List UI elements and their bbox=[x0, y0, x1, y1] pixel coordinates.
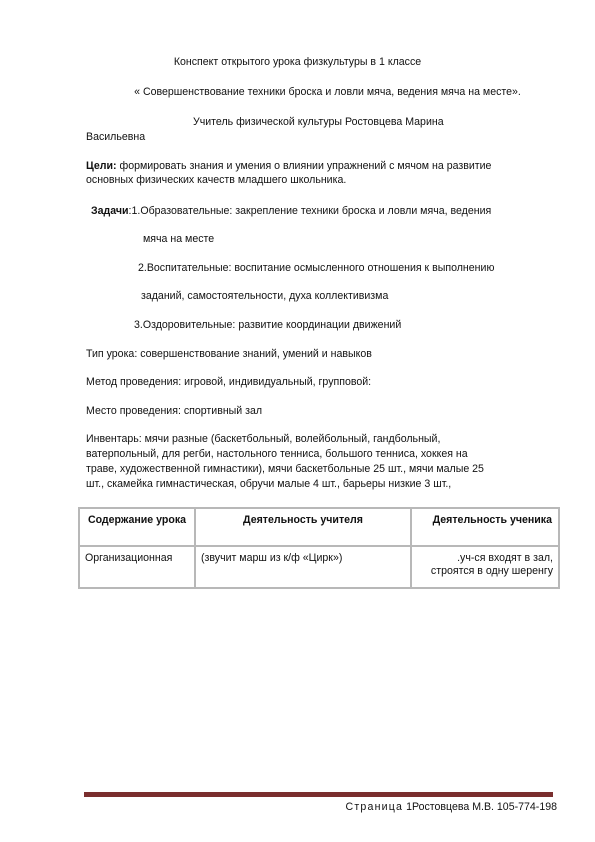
inventory-line: ватерпольный, для регби, настольного тенниса, большого тенниса, хоккея на bbox=[86, 448, 468, 460]
page-number: 1 bbox=[406, 801, 412, 813]
table-cell-teacher: (звучит марш из к/ф «Цирк») bbox=[195, 546, 411, 588]
footer-rule bbox=[84, 792, 553, 797]
goals-text: формировать знания и умения о влиянии упражнений с мячом на развитие bbox=[116, 160, 492, 172]
goals-label: Цели: bbox=[86, 160, 117, 172]
tasks-item-1-continued: мяча на месте bbox=[143, 233, 215, 245]
inventory-line: Инвентарь: мячи разные (баскетбольный, волейбольный, гандбольный, bbox=[86, 433, 441, 445]
lesson-place: Место проведения: спортивный зал bbox=[86, 405, 263, 417]
page-footer bbox=[345, 801, 557, 814]
lesson-topic: « Совершенствование техники броска и ловли мяча, ведения мяча на месте». bbox=[134, 86, 521, 98]
table-cell-content: Организационная bbox=[79, 546, 195, 588]
column-header-content: Содержание урока bbox=[79, 508, 195, 546]
table-cell-student: .уч-ся входят в зал, строятся в одну шеренгу bbox=[411, 546, 559, 588]
table-row bbox=[79, 546, 559, 588]
table-header-row bbox=[79, 508, 559, 546]
lesson-method: Метод проведения: игровой, индивидуальный, групповой: bbox=[86, 376, 372, 388]
tasks-item-3: 3.Оздоровительные: развитие координации движений bbox=[134, 319, 402, 331]
page-label: Страница bbox=[345, 801, 404, 813]
column-header-student: Деятельность ученика bbox=[411, 508, 559, 546]
column-header-teacher: Деятельность учителя bbox=[195, 508, 411, 546]
tasks-item-2: 2.Воспитательные: воспитание осмысленного отношения к выполнению bbox=[138, 262, 495, 274]
teacher-line-continued: Васильевна bbox=[86, 131, 146, 143]
tasks-label: Задачи bbox=[91, 205, 129, 217]
document-title: Конспект открытого урока физкультуры в 1 классе bbox=[173, 56, 422, 68]
tasks-item-1 bbox=[91, 205, 491, 218]
goals-paragraph bbox=[86, 160, 491, 173]
tasks-item-1-text: :1.Образовательные: закрепление техники броска и ловли мяча, ведения bbox=[128, 205, 492, 217]
footer-author: Ростовцева М.В. 105-774-198 bbox=[411, 801, 557, 813]
inventory-line: траве, художественной гимнастики), мячи баскетбольные 25 шт., мячи малые 25 bbox=[86, 463, 484, 475]
inventory-line: шт., скамейка гимнастическая, обручи малые 4 шт., барьеры низкие 3 шт., bbox=[86, 478, 452, 490]
teacher-line: Учитель физической культуры Ростовцева Марина bbox=[193, 116, 444, 128]
lesson-type: Тип урока: совершенствование знаний, умений и навыков bbox=[86, 348, 372, 360]
tasks-item-2-continued: заданий, самостоятельности, духа коллективизма bbox=[141, 290, 389, 302]
goals-text-continued: основных физических качеств младшего школьника. bbox=[86, 174, 347, 186]
lesson-plan-table bbox=[78, 507, 560, 589]
